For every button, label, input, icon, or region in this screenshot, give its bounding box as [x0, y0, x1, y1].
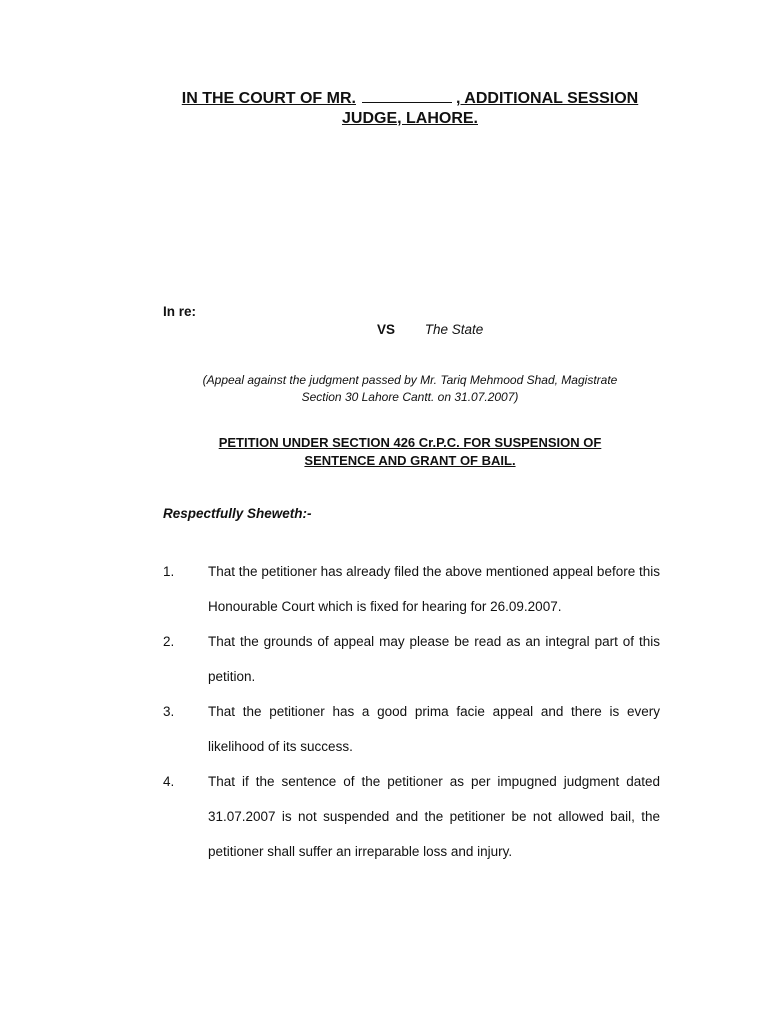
salutation: Respectfully Sheweth:- [163, 506, 312, 521]
in-re-label: In re: [163, 304, 197, 319]
paragraph-list [163, 554, 660, 869]
paragraph-number: 2. [163, 634, 175, 649]
paragraph-item [163, 624, 660, 694]
paragraph-item [163, 764, 660, 869]
versus-line [377, 322, 483, 337]
versus-label: VS [377, 322, 396, 337]
court-heading-suffix: , ADDITIONAL SESSION [455, 90, 639, 107]
appeal-note [150, 372, 670, 406]
paragraph-number: 1. [163, 564, 175, 579]
paragraph-number: 3. [163, 704, 175, 719]
court-heading-prefix: IN THE COURT OF MR. [181, 90, 356, 107]
paragraph-text: That the petitioner has a good prima facie appeal and there is every likelihood of its success. [208, 704, 660, 754]
paragraph-item [163, 554, 660, 624]
paragraph-text: That the petitioner has already filed the above mentioned appeal before this Honourable Court which is fixed for hearing for 26.09.2007. [208, 564, 660, 614]
respondent-name: The State [424, 322, 484, 337]
paragraph-text: That the grounds of appeal may please be read as an integral part of this petition. [208, 634, 660, 684]
paragraph-number: 4. [163, 774, 175, 789]
paragraph-text: That if the sentence of the petitioner as per impugned judgment dated 31.07.2007 is not suspended and the petitioner be not allowed bail, the petitioner shall suffer an irreparable loss and injury. [208, 774, 660, 859]
petition-title-line2: SENTENCE AND GRANT OF BAIL. [304, 453, 516, 468]
court-heading [110, 88, 710, 129]
petition-title-line1: PETITION UNDER SECTION 426 Cr.P.C. FOR SUSPENSION OF [218, 435, 602, 450]
paragraph-item [163, 694, 660, 764]
appeal-note-line2: Section 30 Lahore Cantt. on 31.07.2007) [301, 390, 519, 404]
court-heading-line2: JUDGE, LAHORE. [341, 110, 478, 127]
appeal-note-line1: (Appeal against the judgment passed by Mr. Tariq Mehmood Shad, Magistrate [202, 373, 618, 387]
judge-name-blank [362, 88, 452, 103]
petition-title [150, 434, 670, 470]
